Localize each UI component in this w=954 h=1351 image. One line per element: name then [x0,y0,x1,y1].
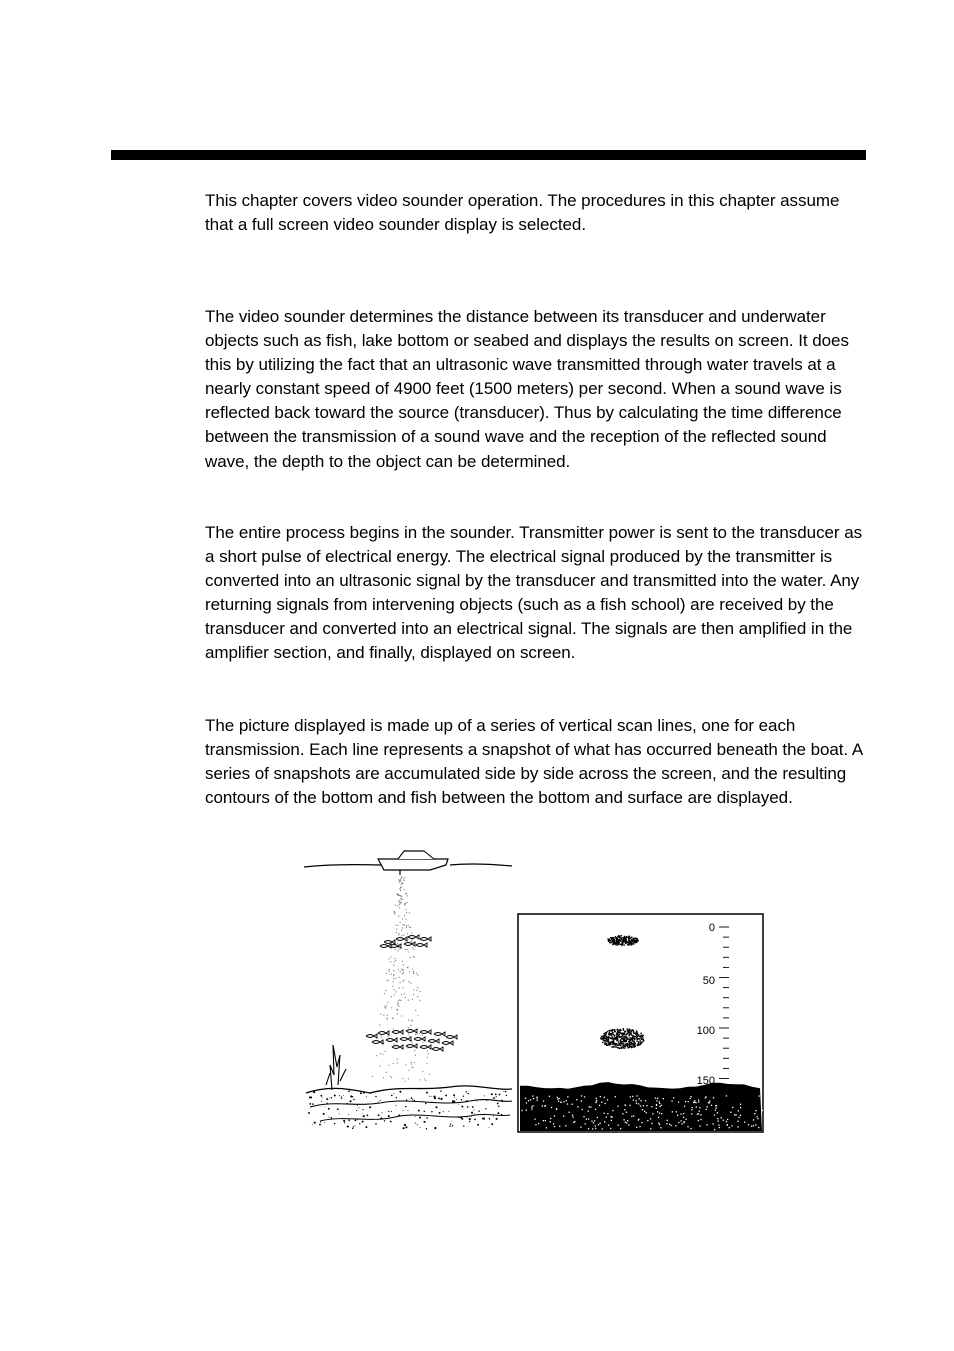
boat-icon [378,851,448,875]
principle-paragraph: The video sounder determines the distance between its transducer and underwater objects such as fish, lake bottom or seabed and displays the results on screen. It does this by utilizing the fact that an ultrasonic wave transmitted through water travels at a nearly constant speed of 4900 feet (1500 meters) per second. When a sound wave is reflected back toward the source (transducer). Thus by calculating the time difference between the transmission of a sound wave and the reception of the reflected sound wave, the depth to the object can be determined. [205,307,849,471]
bottom-echo [520,1082,763,1131]
fish-school-upper [380,935,431,948]
intro-paragraph: This chapter covers video sounder operation. The procedures in this chapter assume that a full screen video sounder display is selected. [205,191,840,235]
seabed-drawing [306,1086,512,1130]
process-paragraph: The entire process begins in the sounder. Transmitter power is sent to the transducer as a short pulse of electrical energy. The electrical signal produced by the transmitter is converted into an ultrasonic signal by the transducer and transmitted into the water. Any returning signals from intervening objects (such as a fish school) are received by the transducer and converted into an electrical signal. The signals are then amplified in the amplifier section, and finally, displayed on screen. [205,523,863,663]
sound-beam [372,876,430,1082]
seaweed-icon [326,1045,346,1090]
depth-label-150: 150 [696,1075,715,1087]
picture-paragraph: The picture displayed is made up of a series of vertical scan lines, one for each transmission. Each line represents a snapshot of what has occurred beneath the boat. A series of snapshots are accumulated side by side across the screen, and the resulting contours of the bottom and fish between the bottom and surface are displayed. [205,716,863,808]
sounder-display-screen [518,914,763,1132]
chapter-heading-rule [111,150,866,160]
underwater-scene-drawing [304,851,512,1129]
fish-school-lower [366,1029,457,1051]
depth-label-100: 100 [696,1025,715,1037]
depth-label-0: 0 [708,922,715,934]
sounder-illustration [300,845,770,1145]
depth-label-50: 50 [702,975,715,987]
